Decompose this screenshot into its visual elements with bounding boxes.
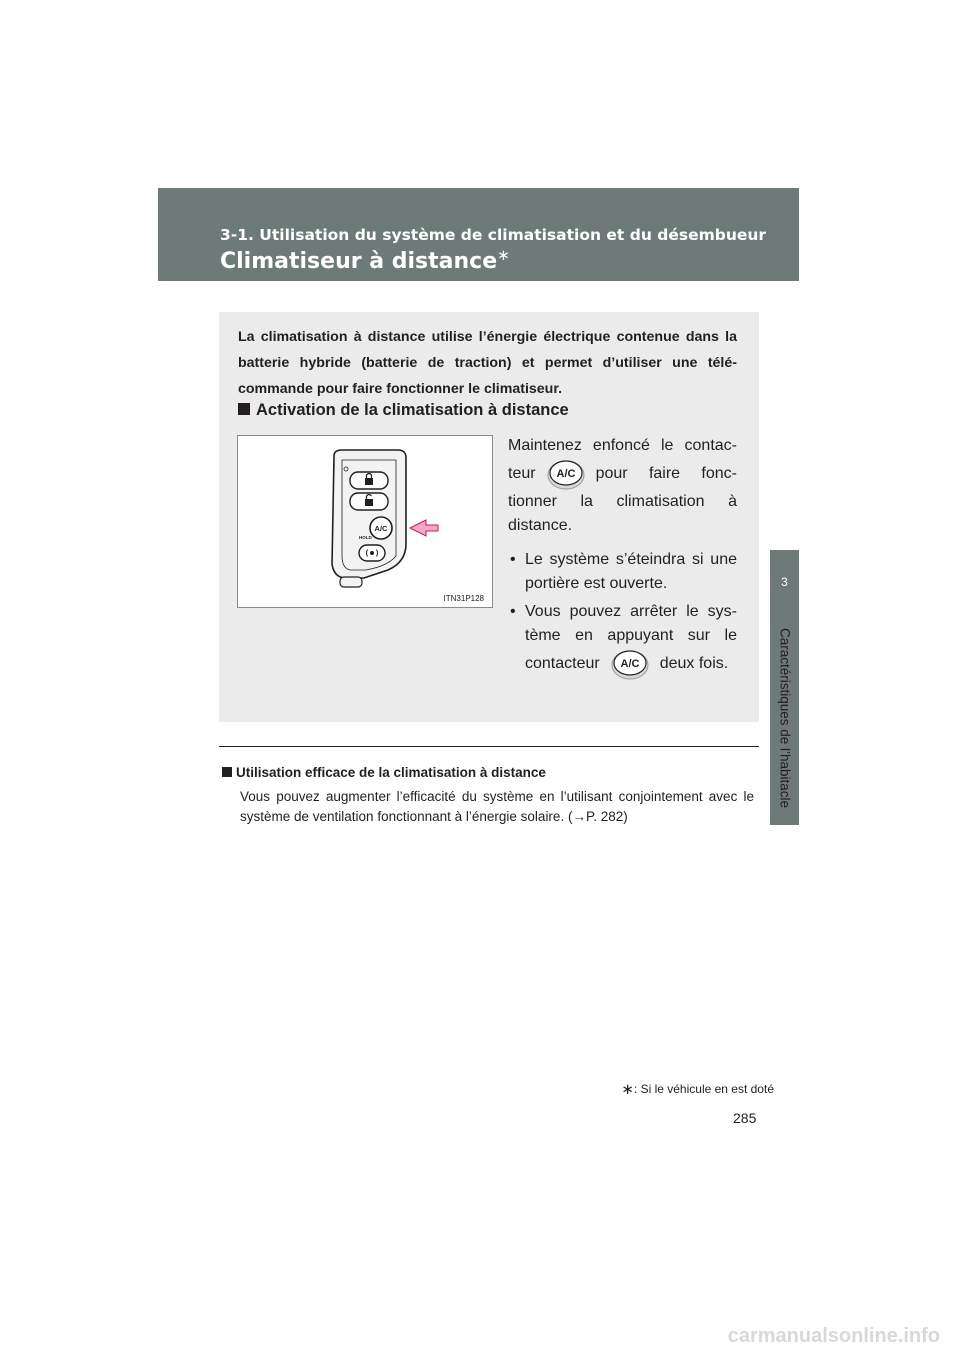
section-title: 3-1. Utilisation du système de climatisation et du désembueur	[220, 226, 767, 244]
ac-switch-label: A/C	[556, 468, 576, 480]
pointer-arrow-icon	[410, 520, 438, 536]
subheading-text: Activation de la climatisation à distance	[256, 401, 569, 419]
instruction-text	[508, 434, 737, 684]
title-asterisk: ∗	[497, 246, 510, 264]
instruction-paragraph	[508, 434, 737, 538]
square-bullet-icon	[222, 767, 232, 777]
chapter-tab: 3	[770, 550, 799, 615]
instruction-before: Maintenez enfoncé le contac-teur	[508, 437, 737, 483]
key-blade-cap	[340, 577, 362, 587]
footnote	[621, 1080, 774, 1098]
square-bullet-icon	[238, 403, 250, 415]
page-number: 285	[733, 1110, 757, 1126]
bullet-2-before: Vous pouvez arrêter le sys-tème en appuyant sur le contacteur	[525, 603, 737, 673]
instruction-after: pour faire fonc-tionner la climatisation à distance.	[508, 465, 737, 534]
note-body: Vous pouvez augmenter l’efficacité du système en l’utilisant conjointement avec le système de ventilation fonctionnant à l’énergie solaire. (→P. 282)	[240, 789, 754, 824]
bullet-item	[508, 600, 737, 680]
panic-icon	[370, 551, 374, 555]
ac-switch-icon	[546, 458, 586, 490]
divider	[219, 746, 759, 747]
footnote-asterisk: ∗	[621, 1081, 634, 1098]
intro-paragraph: La climatisation à distance utilise l’énergie électrique contenue dans la batterie hybride (batterie de traction) et permet d’utiliser une télé-commande pour faire fonctionner le climatiseur.	[238, 329, 737, 397]
watermark: carmanualsonline.info	[727, 1325, 940, 1347]
ac-switch-label: A/C	[620, 658, 640, 670]
bullet-item: • Le système s’éteindra si une portière est ouverte.	[508, 548, 737, 596]
chapter-title: Caractéristiques de l’habitacle	[777, 627, 793, 809]
note-heading	[222, 765, 546, 780]
summary-box	[219, 312, 759, 722]
remote-key-figure	[237, 435, 493, 608]
figure-code: ITN31P128	[443, 594, 484, 603]
ac-button-label: A/C	[374, 524, 388, 533]
smart-key-illustration	[238, 436, 492, 607]
hold-label: HOLD	[359, 535, 372, 540]
page-title-text: Climatiseur à distance	[220, 249, 498, 274]
note-heading-text: Utilisation efficace de la climatisation à distance	[236, 765, 546, 780]
ac-switch-icon	[610, 648, 650, 680]
section-header-band	[158, 188, 799, 281]
subheading	[238, 401, 569, 420]
unlock-icon	[365, 499, 373, 506]
lock-icon	[365, 478, 373, 485]
page-title	[220, 246, 510, 274]
footnote-text: : Si le véhicule en est doté	[633, 1082, 774, 1096]
bullet-2-after: deux fois.	[659, 655, 729, 673]
bullet-list	[508, 548, 737, 680]
